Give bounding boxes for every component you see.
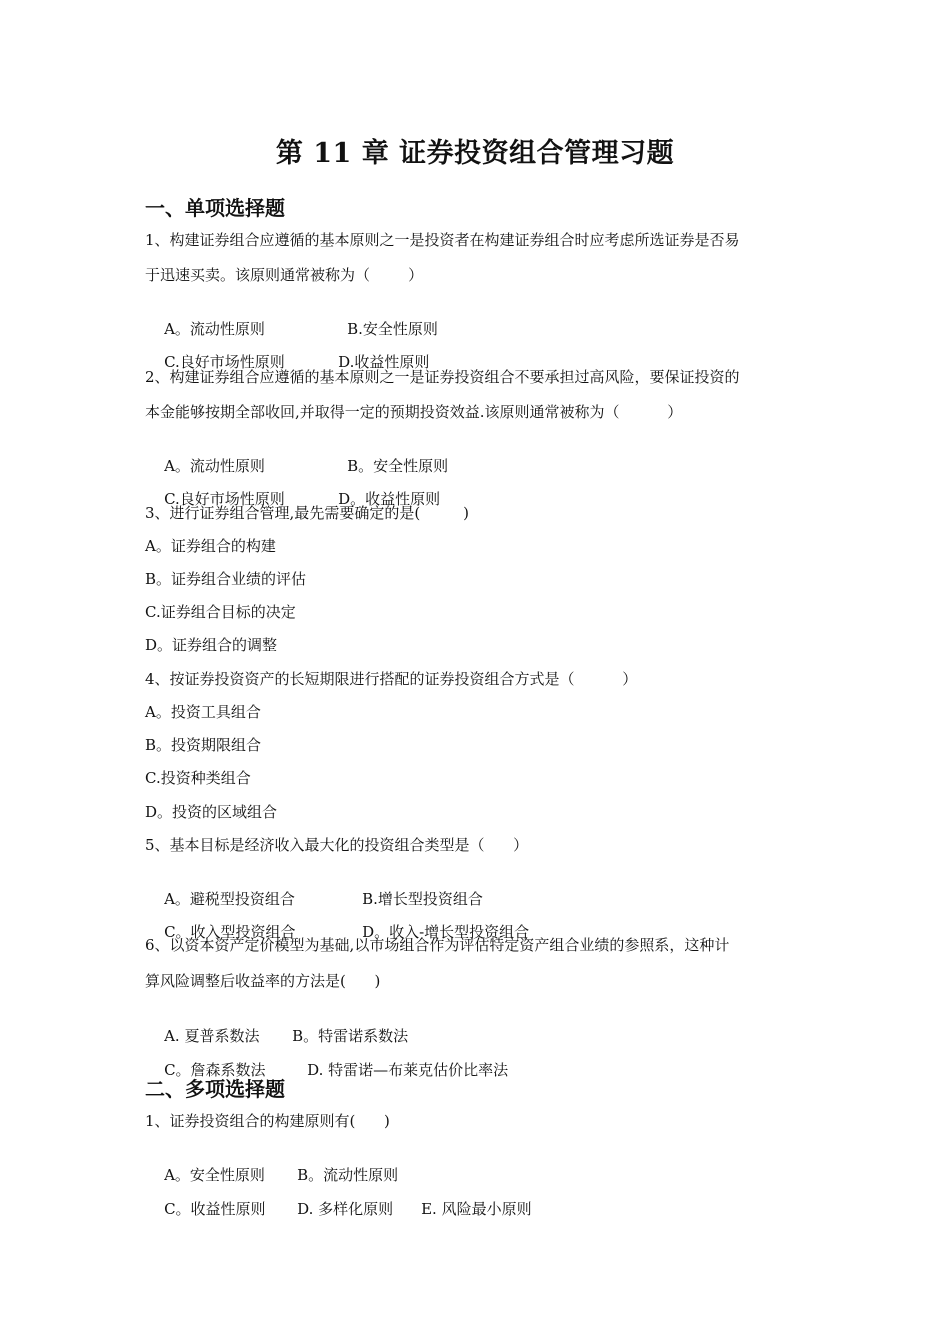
- question-4-option-c: C.投资种类组合: [145, 769, 251, 787]
- option-b: B.安全性原则: [347, 320, 438, 338]
- option-a: A。避税型投资组合: [164, 890, 295, 908]
- multi-question-1-line-1: 1、证券投资组合的构建原则有( ): [145, 1112, 390, 1130]
- option-b: B.增长型投资组合: [362, 890, 483, 908]
- option-a: A。流动性原则: [164, 320, 265, 338]
- question-3-line-1: 3、进行证券组合管理,最先需要确定的是( ): [145, 504, 469, 522]
- option-b: B。安全性原则: [347, 457, 449, 475]
- option-a: A。流动性原则: [164, 457, 265, 475]
- question-3-option-b: B。证券组合业绩的评估: [145, 570, 307, 588]
- option-d: D. 特雷诺—布莱克估价比率法: [307, 1061, 509, 1079]
- option-c: C.良好市场性原则: [164, 490, 285, 508]
- option-b: B。流动性原则: [297, 1166, 399, 1184]
- question-3-option-d: D。证券组合的调整: [145, 636, 278, 654]
- question-2-line-2: 本金能够按期全部收回,并取得一定的预期投资效益.该原则通常被称为（ ）: [145, 403, 683, 421]
- section-heading-single-choice: 一、单项选择题: [145, 196, 285, 220]
- question-3-option-c: C.证券组合目标的决定: [145, 603, 296, 621]
- question-4-option-a: A。投资工具组合: [145, 703, 261, 721]
- option-e: E. 风险最小原则: [421, 1200, 532, 1218]
- question-3-option-a: A。证券组合的构建: [145, 537, 276, 555]
- option-c: C。收益性原则: [164, 1200, 266, 1218]
- question-2-line-1: 2、构建证券组合应遵循的基本原则之一是证券投资组合不要承担过高风险，要保证投资的: [145, 368, 740, 386]
- question-4-line-1: 4、按证券投资资产的长短期限进行搭配的证券投资组合方式是（ ）: [145, 670, 638, 688]
- question-4-option-b: B。投资期限组合: [145, 736, 262, 754]
- option-c: C。詹森系数法: [164, 1061, 266, 1079]
- question-1-line-1: 1、构建证券组合应遵循的基本原则之一是投资者在构建证券组合时应考虑所选证券是否易: [145, 231, 740, 249]
- question-6-line-2: 算风险调整后收益率的方法是( ): [145, 972, 381, 990]
- option-d: D。收入-增长型投资组合: [362, 923, 530, 941]
- option-a: A。安全性原则: [164, 1166, 265, 1184]
- section-heading-multiple-choice: 二、多项选择题: [145, 1077, 285, 1101]
- multi-question-1-options-row-2: [145, 1179, 532, 1239]
- option-d: D。收益性原则: [338, 490, 441, 508]
- question-1-line-2: 于迅速买卖。该原则通常被称为（ ）: [145, 266, 424, 284]
- option-c: C.良好市场性原则: [164, 353, 285, 371]
- option-d: D. 多样化原则: [297, 1200, 394, 1218]
- question-4-option-d: D。投资的区域组合: [145, 803, 278, 821]
- option-c: C。收入型投资组合: [164, 923, 296, 941]
- document-title: 第 11 章 证券投资组合管理习题: [275, 138, 675, 169]
- option-b: B。特雷诺系数法: [292, 1027, 409, 1045]
- question-5-line-1: 5、基本目标是经济收入最大化的投资组合类型是（ ）: [145, 836, 529, 854]
- option-a: A. 夏普系数法: [164, 1027, 260, 1045]
- option-d: D.收益性原则: [338, 353, 430, 371]
- question-6-line-1: 6、以资本资产定价模型为基础,以市场组合作为评估特定资产组合业绩的参照系，这种计: [145, 936, 730, 954]
